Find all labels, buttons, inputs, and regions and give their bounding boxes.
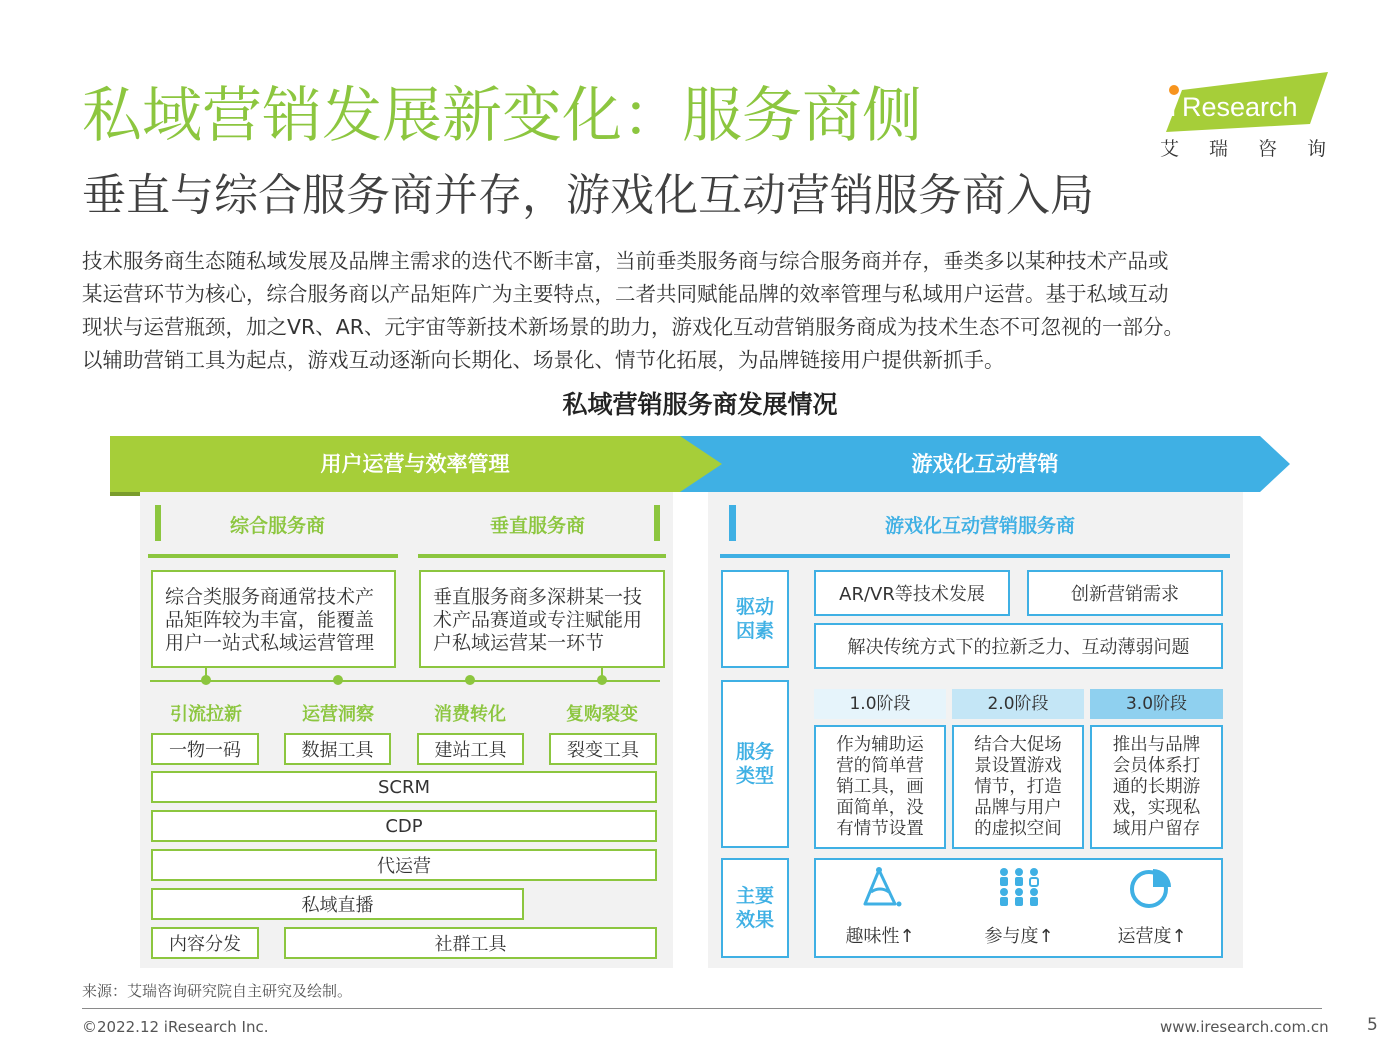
stage-desc-line: 结合大促场 (974, 735, 1062, 755)
tool-community: 社群工具 (284, 927, 657, 959)
tool-outsourced-ops: 代运营 (151, 849, 657, 881)
stage-desc-3 (1090, 725, 1223, 849)
pie-chart-icon (1127, 866, 1177, 910)
tool-private-live: 私域直播 (151, 888, 524, 920)
comprehensive-desc-line: 品矩阵较为丰富，能覆盖 (165, 609, 375, 631)
stage-tab-1: 1.0阶段 (814, 689, 946, 719)
stage-desc-line: 推出与品牌 (1112, 735, 1201, 755)
drive-label-line: 因素 (735, 620, 774, 642)
vertical-desc-line: 垂直服务商多深耕某一技 (433, 586, 643, 608)
left-head-accent (155, 505, 161, 541)
comprehensive-desc-line: 综合类服务商通常技术产 (165, 586, 375, 608)
stage-conversion: 消费转化 (434, 704, 506, 725)
right-head-accent-bar (729, 505, 736, 541)
para-line-3: 现状与运营瓶颈，加之VR、AR、元宇宙等新技术新场景的助力，游戏化互动营销服务商成为技术生态不可忽视的一部分。 (82, 315, 1185, 339)
vertical-desc-line: 术产品赛道或专注赋能用 (433, 609, 643, 631)
source-note: 来源：艾瑞咨询研究院自主研究及绘制。 (82, 982, 353, 1000)
para-line-2: 某运营环节为核心，综合服务商以产品矩阵广为主要特点，二者共同赋能品牌的效率管理与私域用户运营。基于私域互动 (82, 282, 1169, 306)
stage-desc-line: 面简单，没 (836, 798, 924, 818)
type-label-line: 服务 (735, 741, 774, 763)
stage-tab-2: 2.0阶段 (952, 689, 1084, 719)
tool-scrm: SCRM (151, 771, 657, 803)
drive-problem: 解决传统方式下的拉新乏力、互动薄弱问题 (814, 623, 1223, 669)
svg-text:Research: Research (1182, 92, 1298, 122)
vertical-desc-line: 户私域运营某一环节 (433, 632, 605, 654)
party-hat-icon (855, 866, 905, 910)
tool-data: 数据工具 (284, 733, 391, 765)
stage-acquisition: 引流拉新 (170, 704, 242, 725)
page-number: 5 (1367, 1015, 1378, 1035)
tool-site: 建站工具 (417, 733, 524, 765)
website-url: www.iresearch.com.cn (1160, 1018, 1329, 1036)
svg-text:i: i (1170, 92, 1176, 122)
right-head-accent (654, 505, 660, 541)
effect-label-line: 主要 (735, 885, 774, 907)
para-line-1: 技术服务商生态随私域发展及品牌主需求的迭代不断丰富，当前垂类服务商与综合服务商并存，垂类多以某种技术产品或 (82, 249, 1169, 273)
effect-label-line: 效果 (735, 909, 774, 931)
stage-dot (465, 675, 475, 685)
stage-desc-2 (952, 725, 1084, 849)
stage-desc-line: 景设置游戏 (974, 756, 1062, 776)
stage-connector-line (150, 680, 660, 682)
stage-desc-1 (814, 725, 946, 849)
col2-rule (418, 554, 666, 558)
logo-cn-text: 艾瑞咨询 (1160, 138, 1357, 160)
main-effects-label (721, 858, 789, 958)
effect-operation: 运营度↑ (1117, 926, 1187, 947)
people-group-icon (994, 866, 1044, 910)
stage-insight: 运营洞察 (302, 704, 374, 725)
stage-desc-line: 有情节设置 (836, 819, 924, 839)
green-arrow-label: 用户运营与效率管理 (320, 452, 510, 476)
right-rule (720, 554, 1230, 558)
gamified-provider-head: 游戏化互动营销服务商 (884, 515, 1075, 537)
stage-dot (201, 675, 211, 685)
stage-dot (333, 675, 343, 685)
type-label-line: 类型 (735, 765, 774, 787)
drive-factors-label (721, 570, 789, 668)
stage-tab-3: 3.0阶段 (1090, 689, 1223, 719)
col1-rule (148, 554, 398, 558)
stage-desc-line: 情节，打造 (974, 777, 1062, 797)
drive-arvr: AR/VR等技术发展 (814, 570, 1010, 616)
tool-one-code: 一物一码 (151, 733, 259, 765)
stage-desc-line: 品牌与用户 (974, 798, 1062, 818)
para-line-4: 以辅助营销工具为起点，游戏互动逐渐向长期化、场景化、情节化拓展，为品牌链接用户提供新抓手。 (82, 348, 1005, 372)
stage-dot (597, 675, 607, 685)
vertical-desc-box (419, 570, 665, 668)
effect-fun: 趣味性↑ (845, 926, 915, 947)
stage-repurchase: 复购裂变 (566, 704, 638, 725)
col-head-comprehensive: 综合服务商 (229, 515, 325, 537)
service-types-label (721, 680, 789, 848)
drive-label-line: 驱动 (735, 596, 774, 618)
footer-divider (82, 1008, 1322, 1009)
stage-desc-line: 会员体系打 (1112, 756, 1201, 776)
page-title: 私域营销发展新变化：服务商侧 (82, 81, 922, 151)
stage-desc-line: 通的长期游 (1112, 777, 1201, 797)
col-head-vertical: 垂直服务商 (489, 515, 585, 537)
stage-desc-line: 作为辅助运 (836, 735, 924, 755)
copyright: ©2022.12 iResearch Inc. (82, 1018, 269, 1036)
tool-cdp: CDP (151, 810, 657, 842)
stage-desc-line: 销工具，画 (836, 777, 924, 797)
stage-desc-line: 戏，实现私 (1112, 798, 1201, 818)
page-subtitle: 垂直与综合服务商并存，游戏化互动营销服务商入局 (82, 170, 1094, 221)
blue-arrow-label: 游戏化互动营销 (911, 452, 1059, 476)
stage-desc-line: 营的简单营 (836, 756, 924, 776)
tool-content-distribution: 内容分发 (151, 927, 259, 959)
stage-desc-line: 域用户留存 (1112, 819, 1201, 839)
intro-paragraph (82, 245, 1332, 377)
tool-fission: 裂变工具 (549, 733, 657, 765)
effect-engagement: 参与度↑ (984, 926, 1054, 947)
drive-innovation: 创新营销需求 (1027, 570, 1223, 616)
comprehensive-desc-box (151, 570, 396, 668)
comprehensive-desc-line: 用户一站式私域运营管理 (165, 632, 375, 654)
stage-desc-line: 的虚拟空间 (974, 819, 1062, 839)
diagram-title: 私域营销服务商发展情况 (562, 390, 838, 419)
